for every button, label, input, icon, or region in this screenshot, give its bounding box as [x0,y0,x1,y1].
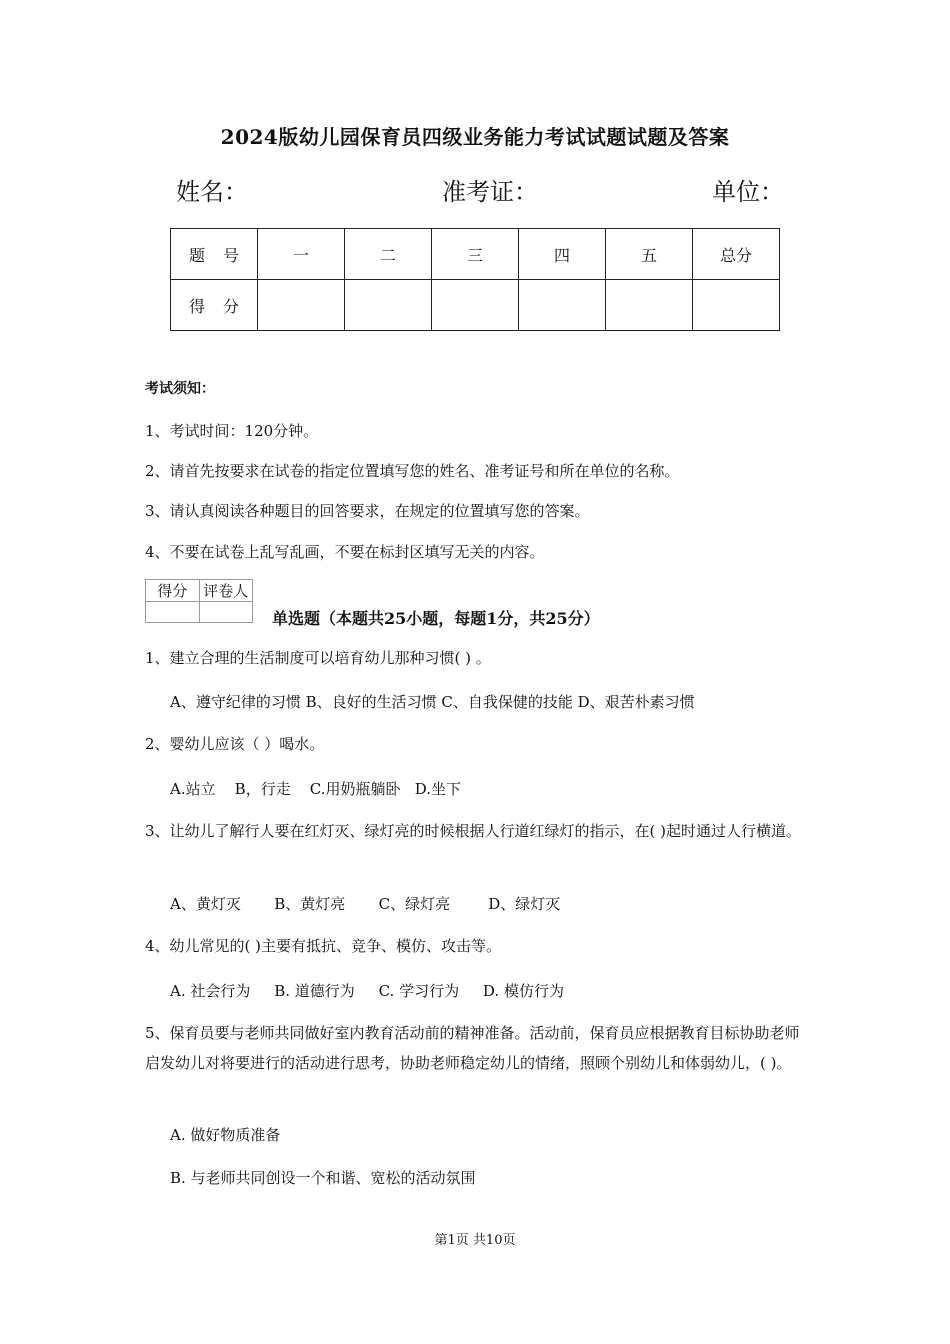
score-table-cell: 五 [606,229,693,280]
score-table-cell: 三 [432,229,519,280]
section-title: 单选题（本题共25小题，每题1分，共25分） [272,609,600,628]
question-options: A. 社会行为 B. 道德行为 C. 学习行为 D. 模仿行为 [170,982,564,1000]
notice-heading: 考试须知： [145,381,215,397]
unit-field-label: 单位： [712,178,784,206]
question-stem: 5、保育员要与老师共同做好室内教育活动前的精神准备。活动前，保育员应根据教育目标协助老师启发幼儿对将要进行的活动进行思考，协助老师稳定幼儿的情绪，照顾个别幼儿和体弱幼儿，( )。 [145,1024,800,1072]
grader-name-label: 评卷人 [199,580,253,602]
page-footer: 第1页 共10页 [434,1233,516,1248]
score-table-cell: 总分 [693,229,780,280]
question-options: A.站立 B，行走 C.用奶瓶躺卧 D.坐下 [170,780,462,798]
notice-item: 1、考试时间：120分钟。 [145,422,319,440]
score-table-cell: 四 [519,229,606,280]
score-table-cell: 得分 [171,280,258,331]
score-input-cell[interactable] [693,280,780,331]
notice-item: 2、请首先按要求在试卷的指定位置填写您的姓名、准考证号和所在单位的名称。 [145,462,680,480]
question-options: B. 与老师共同创设一个和谐、宽松的活动氛围 [170,1169,476,1187]
score-table-cell: 二 [345,229,432,280]
question-stem: 2、婴幼儿应该（ ）喝水。 [145,735,325,753]
exam-id-field-label: 准考证： [442,178,538,206]
score-input-cell[interactable] [519,280,606,331]
grader-score-label: 得分 [146,580,200,602]
score-input-cell[interactable] [258,280,345,331]
score-table-header-row [171,229,780,280]
question-options: A、黄灯灭 B、黄灯亮 C、绿灯亮 D、绿灯灭 [170,895,561,913]
score-table-cell: 题号 [171,229,258,280]
question-options: A、遵守纪律的习惯 B、良好的生活习惯 C、自我保健的技能 D、艰苦朴素习惯 [170,693,695,711]
document-title: 2024版幼儿园保育员四级业务能力考试试题试题及答案 [220,125,730,149]
candidate-info-fields [176,172,786,204]
grader-name-cell[interactable] [199,602,253,623]
name-field-label: 姓名： [176,178,248,206]
question-options: A. 做好物质准备 [170,1126,281,1144]
score-table-cell: 一 [258,229,345,280]
grader-score-cell[interactable] [146,602,200,623]
score-input-cell[interactable] [606,280,693,331]
score-table [170,228,780,331]
score-input-cell[interactable] [432,280,519,331]
notice-item: 4、不要在试卷上乱写乱画，不要在标封区填写无关的内容。 [145,543,545,561]
question-stem: 1、建立合理的生活制度可以培育幼儿那种习惯( ) 。 [145,649,491,667]
score-input-cell[interactable] [345,280,432,331]
question-stem: 3、让幼儿了解行人要在红灯灭、绿灯亮的时候根据人行道红绿灯的指示，在( )起时通过人行横道。 [145,822,802,840]
grader-box [145,579,253,623]
question-stem: 4、幼儿常见的( )主要有抵抗、竞争、模仿、攻击等。 [145,937,502,955]
notice-item: 3、请认真阅读各种题目的回答要求，在规定的位置填写您的答案。 [145,502,590,520]
score-table-score-row [171,280,780,331]
